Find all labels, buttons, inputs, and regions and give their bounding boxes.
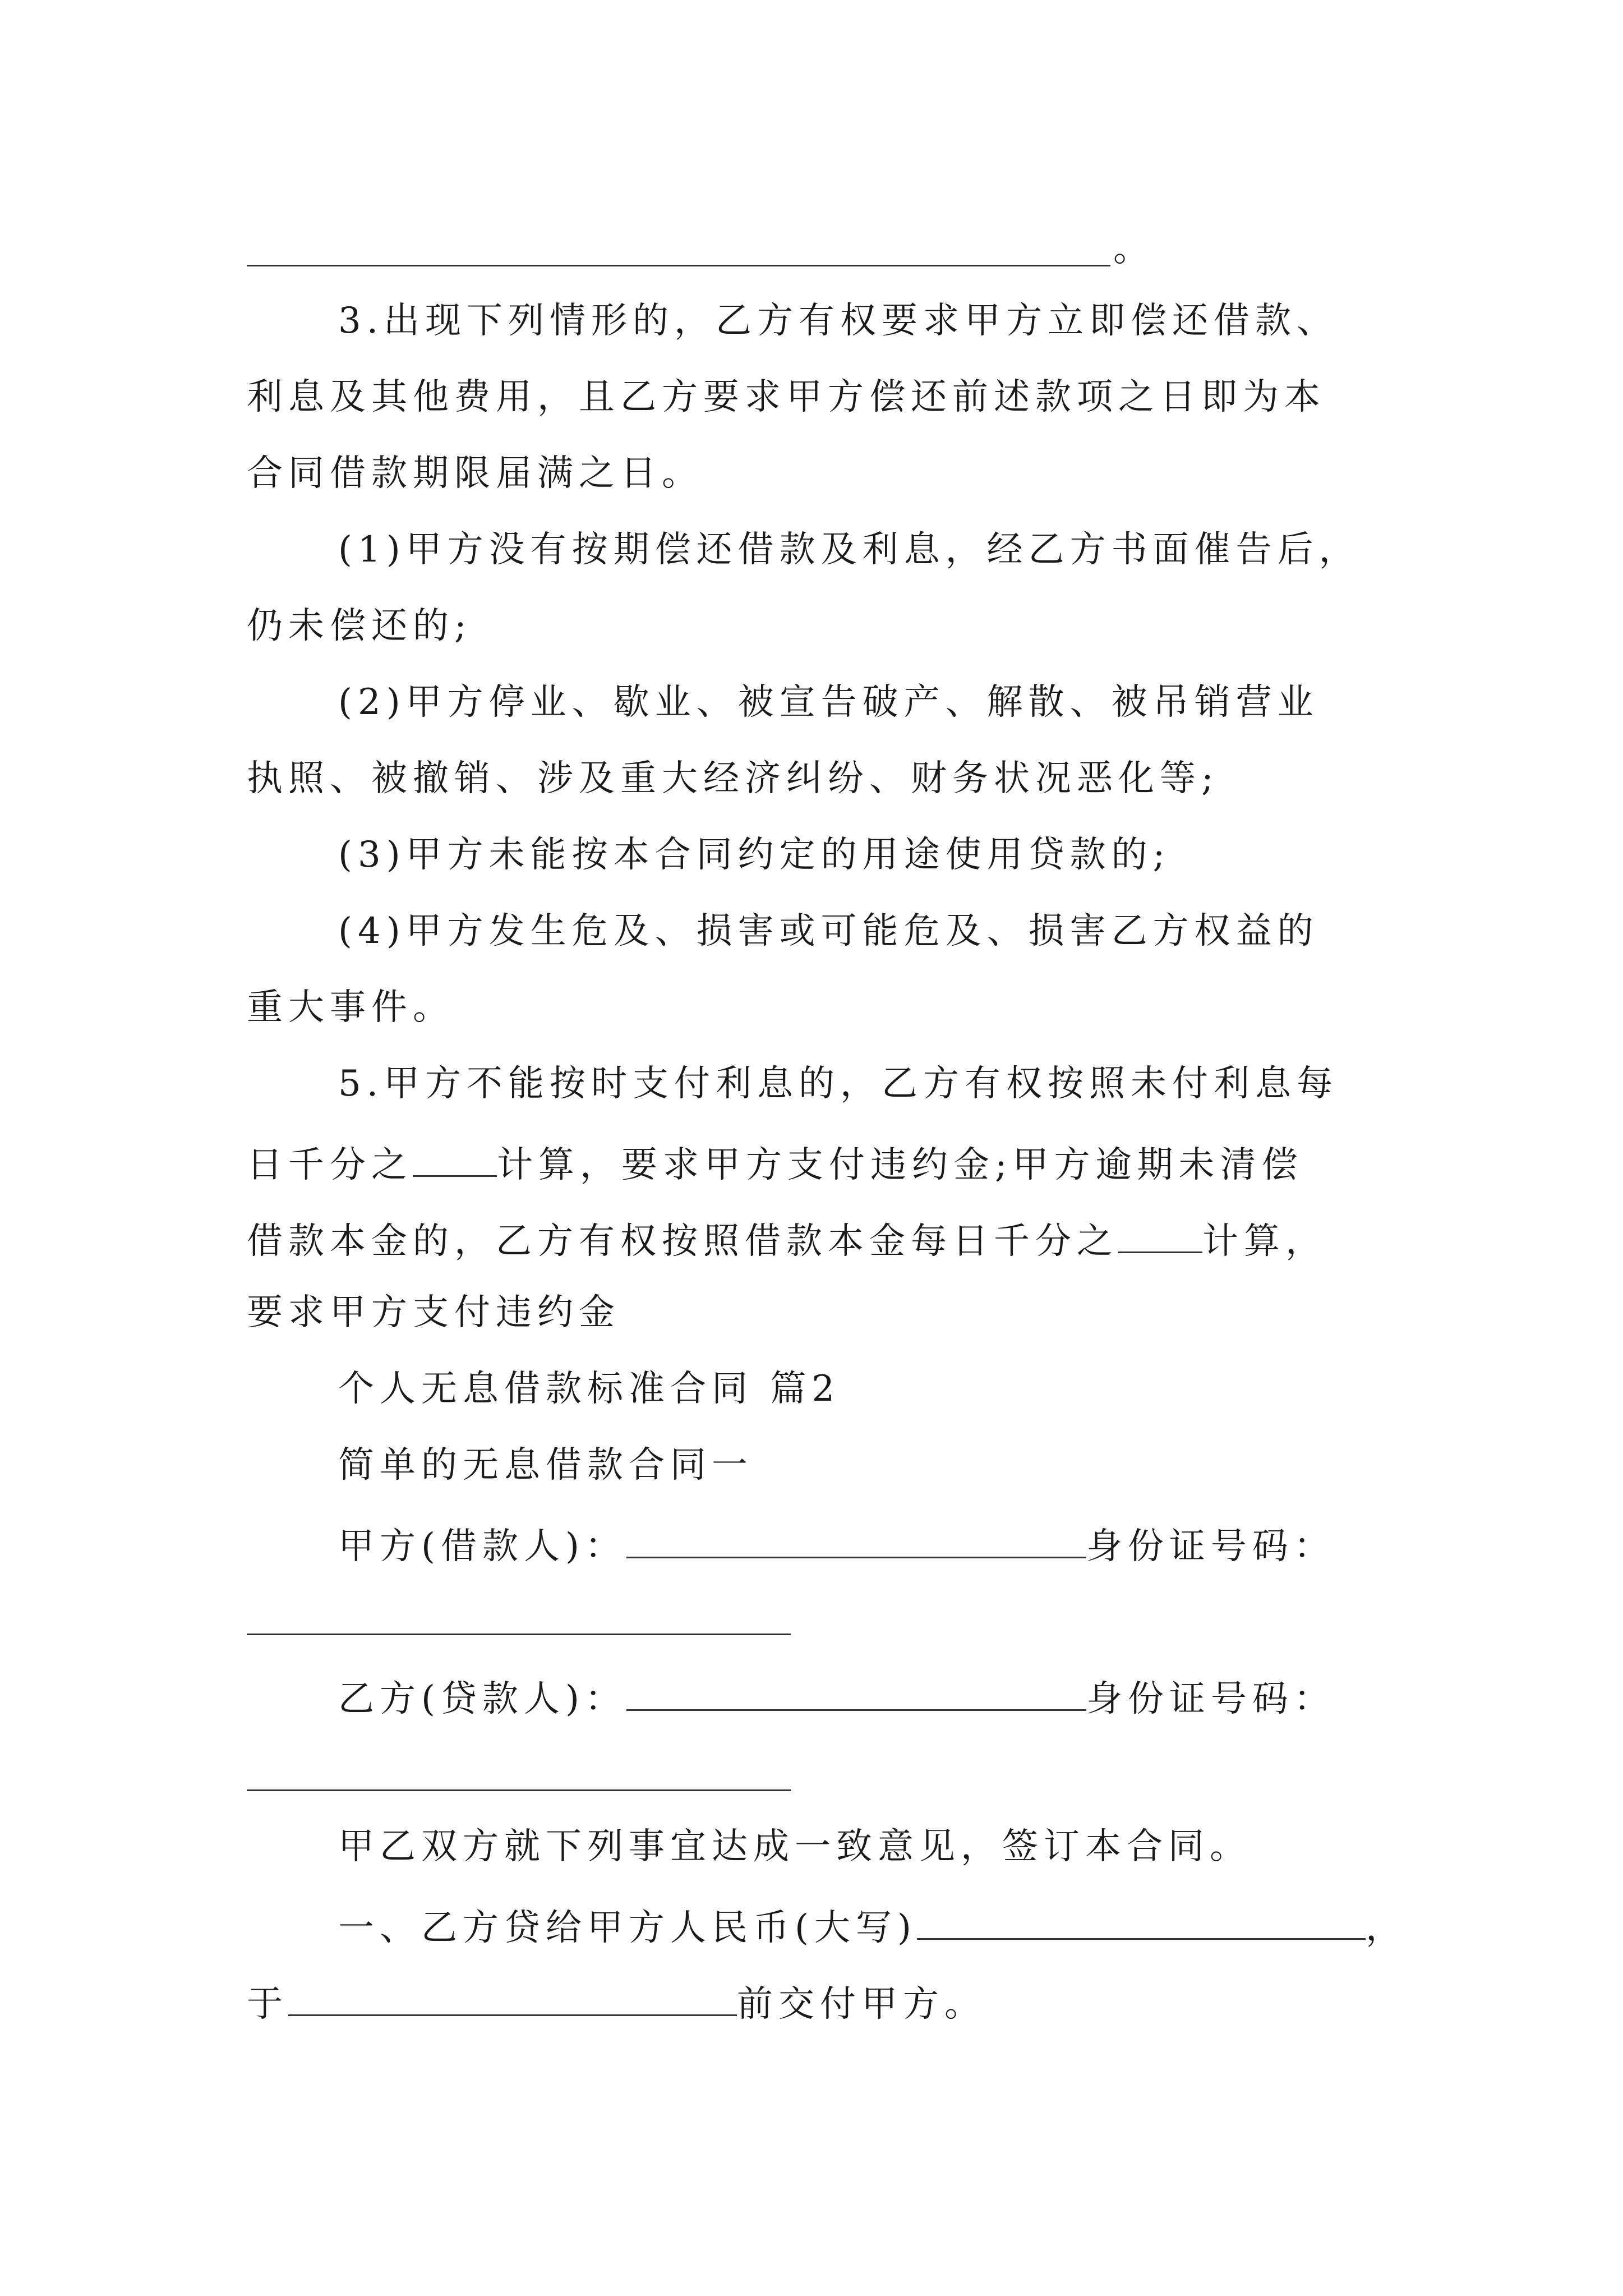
clause5-line3-start: 借款本金的，乙方有权按照借款本金每日千分之 bbox=[247, 1220, 1118, 1262]
party-b-id-blank[interactable] bbox=[247, 1789, 791, 1791]
penalty-rate-blank-2[interactable] bbox=[1118, 1218, 1202, 1253]
section-heading: 个人无息借款标准合同 篇2 bbox=[338, 1368, 841, 1410]
party-a-id-blank[interactable] bbox=[247, 1634, 791, 1635]
item2-line2: 执照、被撤销、涉及重大经济纠纷、财务状况恶化等; bbox=[247, 758, 1219, 799]
item1-line2: 仍未偿还的; bbox=[247, 605, 472, 647]
loan-amount-blank[interactable] bbox=[917, 1905, 1366, 1940]
loan-amount-label: 一、乙方贷给甲方人民币(大写) bbox=[338, 1907, 917, 1949]
item2-line1: (2)甲方停业、歇业、被宣告破产、解散、被吊销营业 bbox=[338, 682, 1319, 723]
delivery-date-prefix: 于 bbox=[247, 1983, 288, 2025]
clause3-line1: 3.出现下列情形的，乙方有权要求甲方立即偿还借款、 bbox=[338, 300, 1339, 342]
agreement-line: 甲乙双方就下列事宜达成一致意见，签订本合同。 bbox=[338, 1826, 1251, 1867]
top-blank-rule bbox=[247, 265, 1110, 266]
delivery-date-line bbox=[247, 1981, 986, 2025]
item4-line2: 重大事件。 bbox=[247, 987, 454, 1028]
delivery-date-suffix: 前交付甲方。 bbox=[737, 1983, 986, 2025]
clause5-line3 bbox=[247, 1218, 1327, 1262]
loan-amount-comma: ， bbox=[1365, 1907, 1407, 1949]
item3-line1: (3)甲方未能按本合同约定的用途使用贷款的; bbox=[338, 834, 1171, 876]
top-rule-end-mark: 。 bbox=[1113, 228, 1155, 270]
penalty-rate-blank-1[interactable] bbox=[413, 1142, 497, 1177]
party-b-line bbox=[338, 1676, 1335, 1720]
clause5-line1: 5.甲方不能按时支付利息的，乙方有权按照未付利息每 bbox=[338, 1063, 1339, 1105]
item1-line1: (1)甲方没有按期偿还借款及利息，经乙方书面催告后， bbox=[338, 529, 1361, 570]
clause5-line2-end: 计算，要求甲方支付违约金;甲方逾期未清偿 bbox=[497, 1144, 1303, 1186]
party-b-id-label: 身份证号码： bbox=[1086, 1678, 1335, 1720]
party-b-name-blank[interactable] bbox=[626, 1676, 1086, 1711]
delivery-date-blank[interactable] bbox=[288, 1981, 737, 2016]
party-a-name-blank[interactable] bbox=[626, 1524, 1086, 1558]
section-subtitle: 简单的无息借款合同一 bbox=[338, 1444, 753, 1486]
clause5-line4: 要求甲方支付违约金 bbox=[247, 1292, 620, 1333]
party-a-line bbox=[338, 1524, 1335, 1565]
clause3-line3: 合同借款期限届满之日。 bbox=[247, 453, 703, 494]
loan-amount-line bbox=[338, 1905, 1407, 1949]
clause5-line2-start: 日千分之 bbox=[247, 1144, 413, 1186]
clause3-line2: 利息及其他费用，且乙方要求甲方偿还前述款项之日即为本 bbox=[247, 376, 1326, 418]
party-b-label: 乙方(贷款人)： bbox=[338, 1678, 626, 1720]
item4-line1: (4)甲方发生危及、损害或可能危及、损害乙方权益的 bbox=[338, 910, 1319, 952]
clause5-line3-end: 计算， bbox=[1202, 1220, 1327, 1262]
party-a-label: 甲方(借款人)： bbox=[338, 1525, 626, 1567]
party-a-id-label: 身份证号码： bbox=[1086, 1525, 1335, 1567]
clause5-line2 bbox=[247, 1142, 1303, 1186]
